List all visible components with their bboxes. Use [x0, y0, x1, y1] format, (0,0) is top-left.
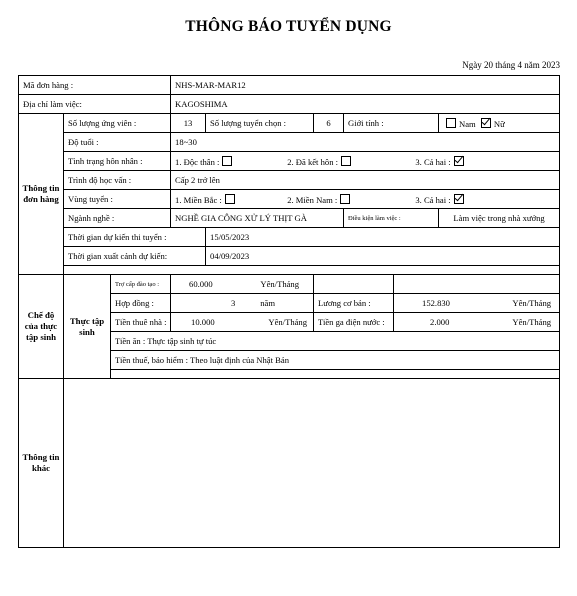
contract-unit: năm — [260, 298, 276, 308]
marital-options — [171, 152, 560, 171]
job-row — [19, 209, 560, 228]
marital-both-checkbox[interactable] — [454, 156, 464, 166]
region-both-checkbox[interactable] — [454, 194, 464, 204]
utility-label: Tiền ga điện nước : — [314, 313, 394, 332]
other-info-row — [19, 379, 560, 548]
training-value: 60.000 — [189, 279, 213, 289]
depart-label: Thời gian xuất cảnh dự kiến: — [64, 247, 206, 266]
selected-label: Số lượng tuyển chọn : — [206, 114, 314, 133]
marital-label: Tình trạng hôn nhân : — [64, 152, 171, 171]
region-label: Vùng tuyển : — [64, 190, 171, 209]
age-label: Độ tuổi : — [64, 133, 171, 152]
order-code-row — [19, 76, 560, 95]
region-options — [171, 190, 560, 209]
marital-single-checkbox[interactable] — [222, 156, 232, 166]
selected-value: 6 — [314, 114, 344, 133]
utility-value: 2.000 — [430, 317, 450, 327]
age-row — [19, 133, 560, 152]
training-unit: Yên/Tháng — [260, 279, 300, 289]
rent-label: Tiền thuê nhà : — [111, 313, 171, 332]
depart-value: 04/09/2023 — [206, 247, 560, 266]
contract-label: Hợp đồng : — [111, 294, 171, 313]
gender-options — [439, 114, 560, 133]
training-row — [19, 275, 560, 294]
utility-unit: Yên/Tháng — [512, 317, 552, 327]
utility-amount — [394, 313, 560, 332]
order-code-value: NHS-MAR-MAR12 — [171, 76, 560, 95]
tax-text: Tiền thuế, bảo hiểm : Theo luật định của Nhật Bản — [111, 351, 560, 370]
marital-row — [19, 152, 560, 171]
gender-male-label: Nam — [459, 118, 476, 129]
salary-label: Lương cơ bản : — [314, 294, 394, 313]
trainee-section: Chế độ của thực tập sinh — [19, 275, 64, 379]
rent-amount — [171, 313, 314, 332]
candidates-value: 13 — [171, 114, 206, 133]
page-title: THÔNG BÁO TUYỂN DỤNG — [185, 18, 392, 35]
rent-value: 10.000 — [191, 317, 215, 327]
trainee-subsection: Thực tập sinh — [64, 275, 111, 379]
education-value: Cấp 2 trở lên — [171, 171, 560, 190]
gender-female-label: Nữ — [493, 118, 505, 129]
meal-text: Tiền ăn : Thực tập sinh tự túc — [111, 332, 560, 351]
condition-label: Điều kiện làm việc : — [344, 209, 439, 228]
condition-value: Làm việc trong nhà xưởng — [439, 209, 560, 228]
region-south-label: 2. Miền Nam : — [287, 194, 338, 205]
region-north-checkbox[interactable] — [225, 194, 235, 204]
gender-female-checkbox[interactable] — [481, 118, 491, 128]
exam-row — [19, 228, 560, 247]
marital-married-checkbox[interactable] — [341, 156, 351, 166]
contract-amount — [171, 294, 314, 313]
job-notice-table — [18, 75, 560, 548]
salary-amount — [394, 294, 560, 313]
region-north-label: 1. Miền Bắc : — [175, 194, 222, 205]
exam-label: Thời gian dự kiến thi tuyển : — [64, 228, 206, 247]
age-value: 18~30 — [171, 133, 560, 152]
other-info-section: Thông tin khác — [19, 379, 64, 548]
issue-date: Ngày 20 tháng 4 năm 2023 — [462, 60, 560, 70]
training-label: Trợ cấp đào tạo : — [111, 275, 171, 294]
marital-both-label: 3. Cả hai : — [415, 156, 451, 167]
contract-value: 3 — [231, 298, 236, 308]
training-amount — [171, 275, 314, 294]
job-label: Ngành nghề : — [64, 209, 171, 228]
gender-male-checkbox[interactable] — [446, 118, 456, 128]
job-value: NGHỀ GIA CÔNG XỬ LÝ THỊT GÀ — [171, 209, 344, 228]
order-code-label: Mã đơn hàng : — [19, 76, 171, 95]
region-row — [19, 190, 560, 209]
marital-single-label: 1. Độc thân : — [175, 156, 220, 167]
salary-unit: Yên/Tháng — [512, 298, 552, 308]
education-label: Trình độ học vấn : — [64, 171, 171, 190]
education-row — [19, 171, 560, 190]
region-south-checkbox[interactable] — [340, 194, 350, 204]
salary-value: 152.830 — [422, 298, 450, 308]
candidates-row — [19, 114, 560, 133]
rent-unit: Yên/Tháng — [268, 317, 308, 327]
other-info-content — [64, 379, 560, 548]
workplace-row — [19, 95, 560, 114]
spacer-row — [19, 266, 560, 275]
workplace-label: Địa chỉ làm việc: — [19, 95, 171, 114]
candidates-label: Số lượng ứng viên : — [64, 114, 171, 133]
region-both-label: 3. Cả hai : — [415, 194, 451, 205]
gender-label: Giới tính : — [344, 114, 439, 133]
depart-row — [19, 247, 560, 266]
order-info-section: Thông tin đơn hàng — [19, 114, 64, 275]
marital-married-label: 2. Đã kết hôn : — [287, 156, 339, 167]
workplace-value: KAGOSHIMA — [171, 95, 560, 114]
exam-value: 15/05/2023 — [206, 228, 560, 247]
